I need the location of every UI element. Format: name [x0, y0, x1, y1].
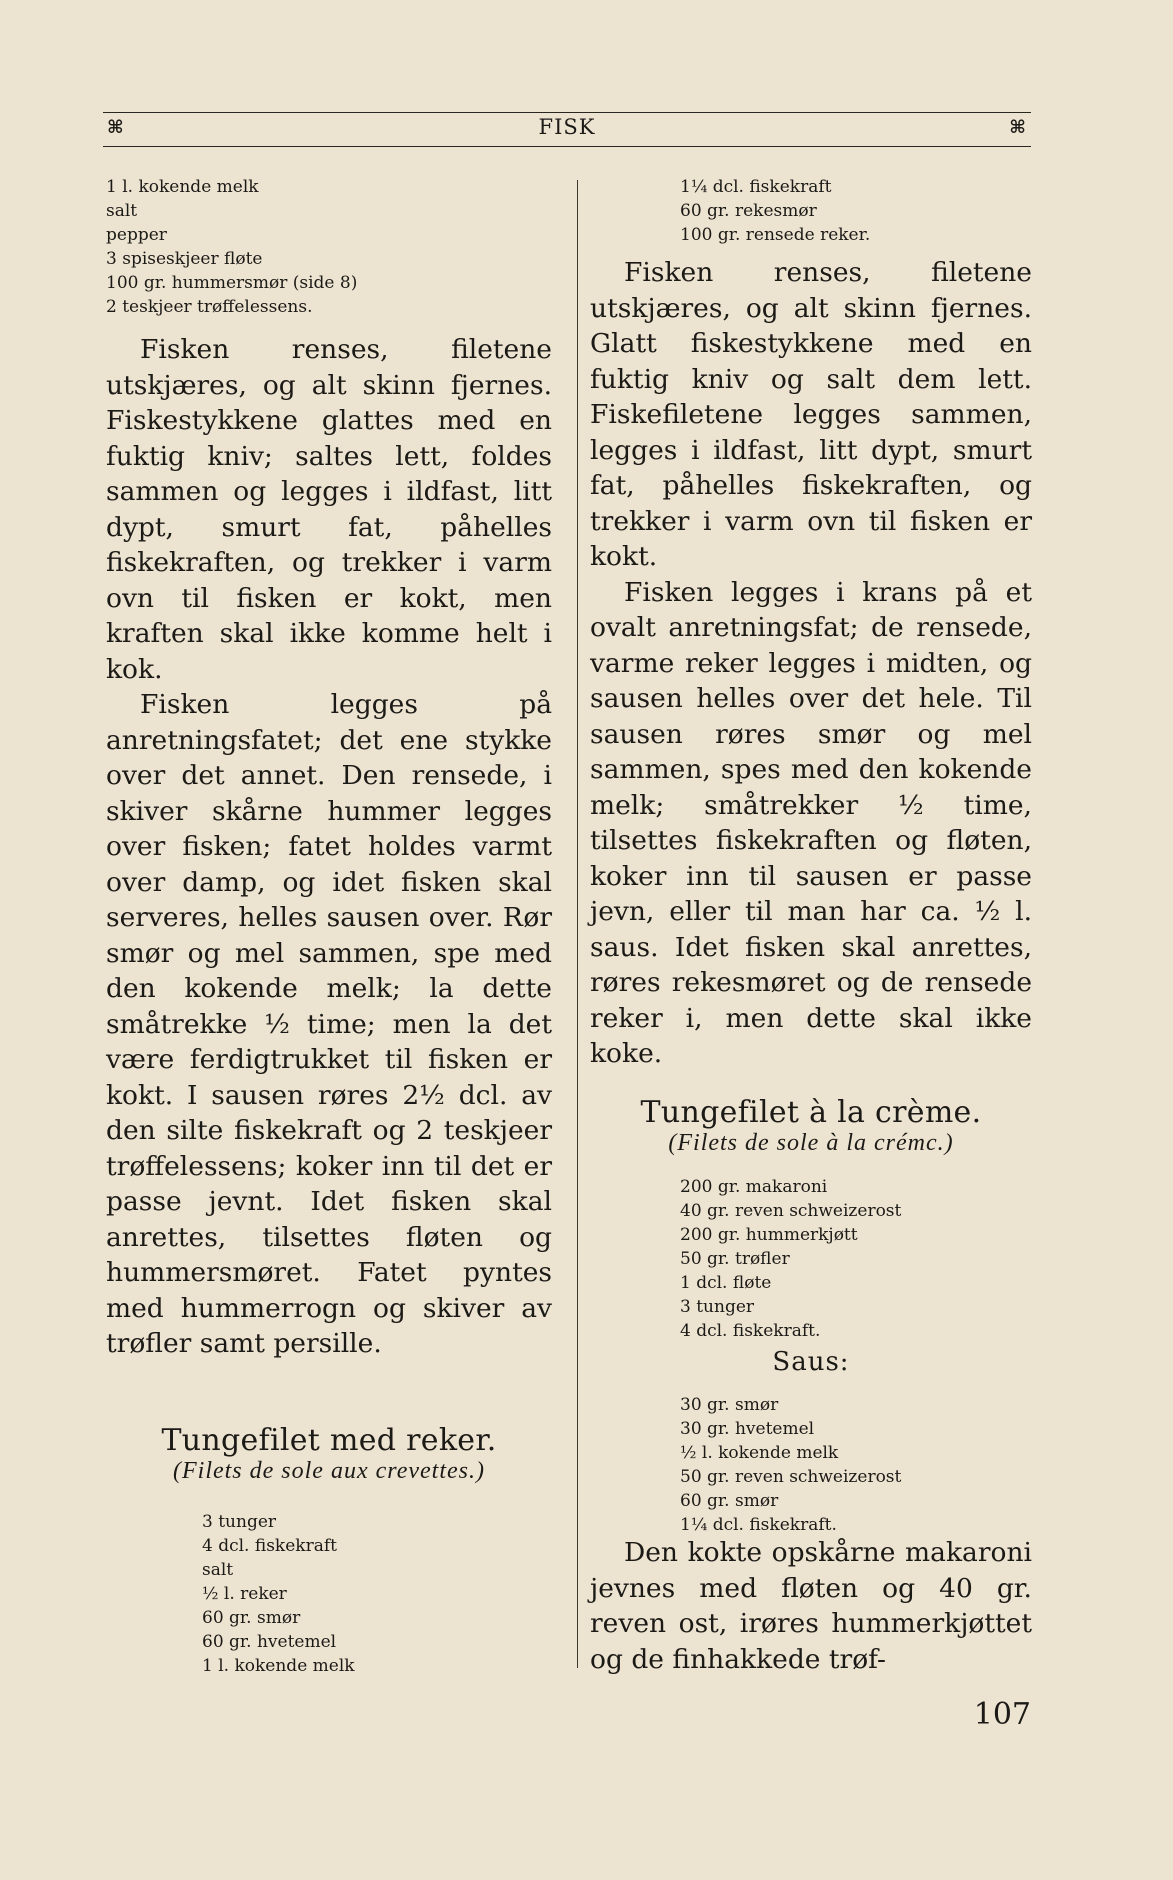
ingredient-item: salt: [202, 1560, 234, 1580]
ingredient-list: [680, 1175, 1032, 1343]
recipe-title: Tungefilet à la crème.: [640, 1095, 982, 1130]
ingredient-item: 1 l. kokende melk: [106, 177, 259, 197]
ingredient-item: 30 gr. smør: [680, 1395, 779, 1415]
ingredient-item: 60 gr. hvetemel: [202, 1632, 337, 1652]
ingredient-item: ½ l. kokende melk: [680, 1443, 839, 1463]
ingredient-item: 60 gr. smør: [680, 1491, 779, 1511]
instruction-paragraph: Fisken legges i krans på et ovalt anretningsfat; de rensede, varme reker legges i midten, og sausen helles over det hele. Til sausen røres smør og mel sammen, spes med den kokende melk; småtrekker ½ time, tilsettes fiskekraften og fløten, koker inn til sausen er passe jevn, eller til man har ca. ½ l. saus. Idet fisken skal anrettes, røres rekesmøret og de rensede reker i, men dette skal ikke koke.: [590, 576, 1032, 1069]
header-title: FISK: [538, 115, 596, 139]
ingredient-list: [106, 175, 552, 319]
ingredient-item: 100 gr. hummersmør (side 8): [106, 273, 358, 293]
instruction-paragraph: Fisken renses, filetene utskjæres, og alt skinn fjernes. Glatt fiskestykkene med en fuktig kniv og salt dem lett. Fiskefiletene legges sammen, legges i ildfast, litt dypt, smurt fat, påhelles fiskekraften, og trekker i varm ovn til fisken er kokt.: [590, 257, 1032, 572]
ingredient-item: 1 dcl. fløte: [680, 1273, 772, 1293]
header-top-rule: [103, 112, 1031, 113]
ingredient-item: 100 gr. rensede reker.: [680, 225, 871, 245]
ingredient-item: 60 gr. smør: [202, 1608, 301, 1628]
header-bottom-rule: [103, 146, 1031, 147]
recipe-subtitle: (Filets de sole aux crevettes.): [173, 1458, 485, 1484]
sauce-heading: Saus:: [772, 1347, 850, 1377]
recipe-title: Tungefilet med reker.: [161, 1423, 497, 1458]
ingredient-item: 200 gr. makaroni: [680, 1177, 828, 1197]
ingredient-item: salt: [106, 201, 138, 221]
ingredient-item: ½ l. reker: [202, 1584, 287, 1604]
ingredient-list: [680, 175, 1032, 247]
ingredient-list: [680, 1393, 1032, 1537]
ornament-right-icon: ⌘: [1009, 117, 1027, 138]
ingredient-item: 1¼ dcl. fiskekraft.: [680, 1515, 837, 1535]
ingredient-item: 4 dcl. fiskekraft.: [680, 1321, 821, 1341]
ornament-left-icon: ⌘: [107, 117, 125, 138]
ingredient-item: 200 gr. hummerkjøtt: [680, 1225, 858, 1245]
ingredient-item: 2 teskjeer trøffelessens.: [106, 297, 313, 317]
ingredient-item: 3 tunger: [680, 1297, 755, 1317]
running-header: [103, 115, 1031, 145]
ingredient-item: 50 gr. trøfler: [680, 1249, 790, 1269]
ingredient-list: [202, 1510, 552, 1678]
ingredient-item: 1 l. kokende melk: [202, 1656, 355, 1676]
ingredient-item: 40 gr. reven schweizerost: [680, 1201, 902, 1221]
ingredient-item: 50 gr. reven schweizerost: [680, 1467, 902, 1487]
ingredient-item: 60 gr. rekesmør: [680, 201, 817, 221]
instruction-paragraph: Den kokte opskårne makaroni jevnes med fløten og 40 gr. reven ost, irøres hummerkjøttet og de finhakkede trøf-: [590, 1537, 1032, 1675]
ingredient-item: 30 gr. hvetemel: [680, 1419, 815, 1439]
column-divider: [577, 180, 578, 1668]
ingredient-item: pepper: [106, 225, 167, 245]
ingredient-item: 4 dcl. fiskekraft: [202, 1536, 337, 1556]
instruction-paragraph: Fisken legges på anretningsfatet; det ene stykke over det annet. Den rensede, i skiver skårne hummer legges over fisken; fatet holdes varmt over damp, og idet fisken skal serveres, helles sausen over. Rør smør og mel sammen, spe med den kokende melk; la dette småtrekke ½ time; men la det være ferdigtrukket til fisken er kokt. I sausen røres 2½ dcl. av den silte fiskekraft og 2 teskjeer trøffelessens; koker inn til det er passe jevnt. Idet fisken skal anrettes, tilsettes fløten og hummersmøret. Fatet pyntes med hummerrogn og skiver av trøfler samt persille.: [106, 689, 552, 1359]
recipe-subtitle: (Filets de sole à la crémc.): [668, 1130, 954, 1156]
ingredient-item: 3 spiseskjeer fløte: [106, 249, 263, 269]
instruction-paragraph: Fisken renses, filetene utskjæres, og alt skinn fjernes. Fiskestykkene glattes med en fuktig kniv; saltes lett, foldes sammen og legges i ildfast, litt dypt, smurt fat, påhelles fiskekraften, og trekker i varm ovn til fisken er kokt, men kraften skal ikke komme helt i kok.: [106, 334, 552, 685]
ingredient-item: 3 tunger: [202, 1512, 277, 1532]
page-number: 107: [973, 1697, 1031, 1732]
ingredient-item: 1¼ dcl. fiskekraft: [680, 177, 832, 197]
